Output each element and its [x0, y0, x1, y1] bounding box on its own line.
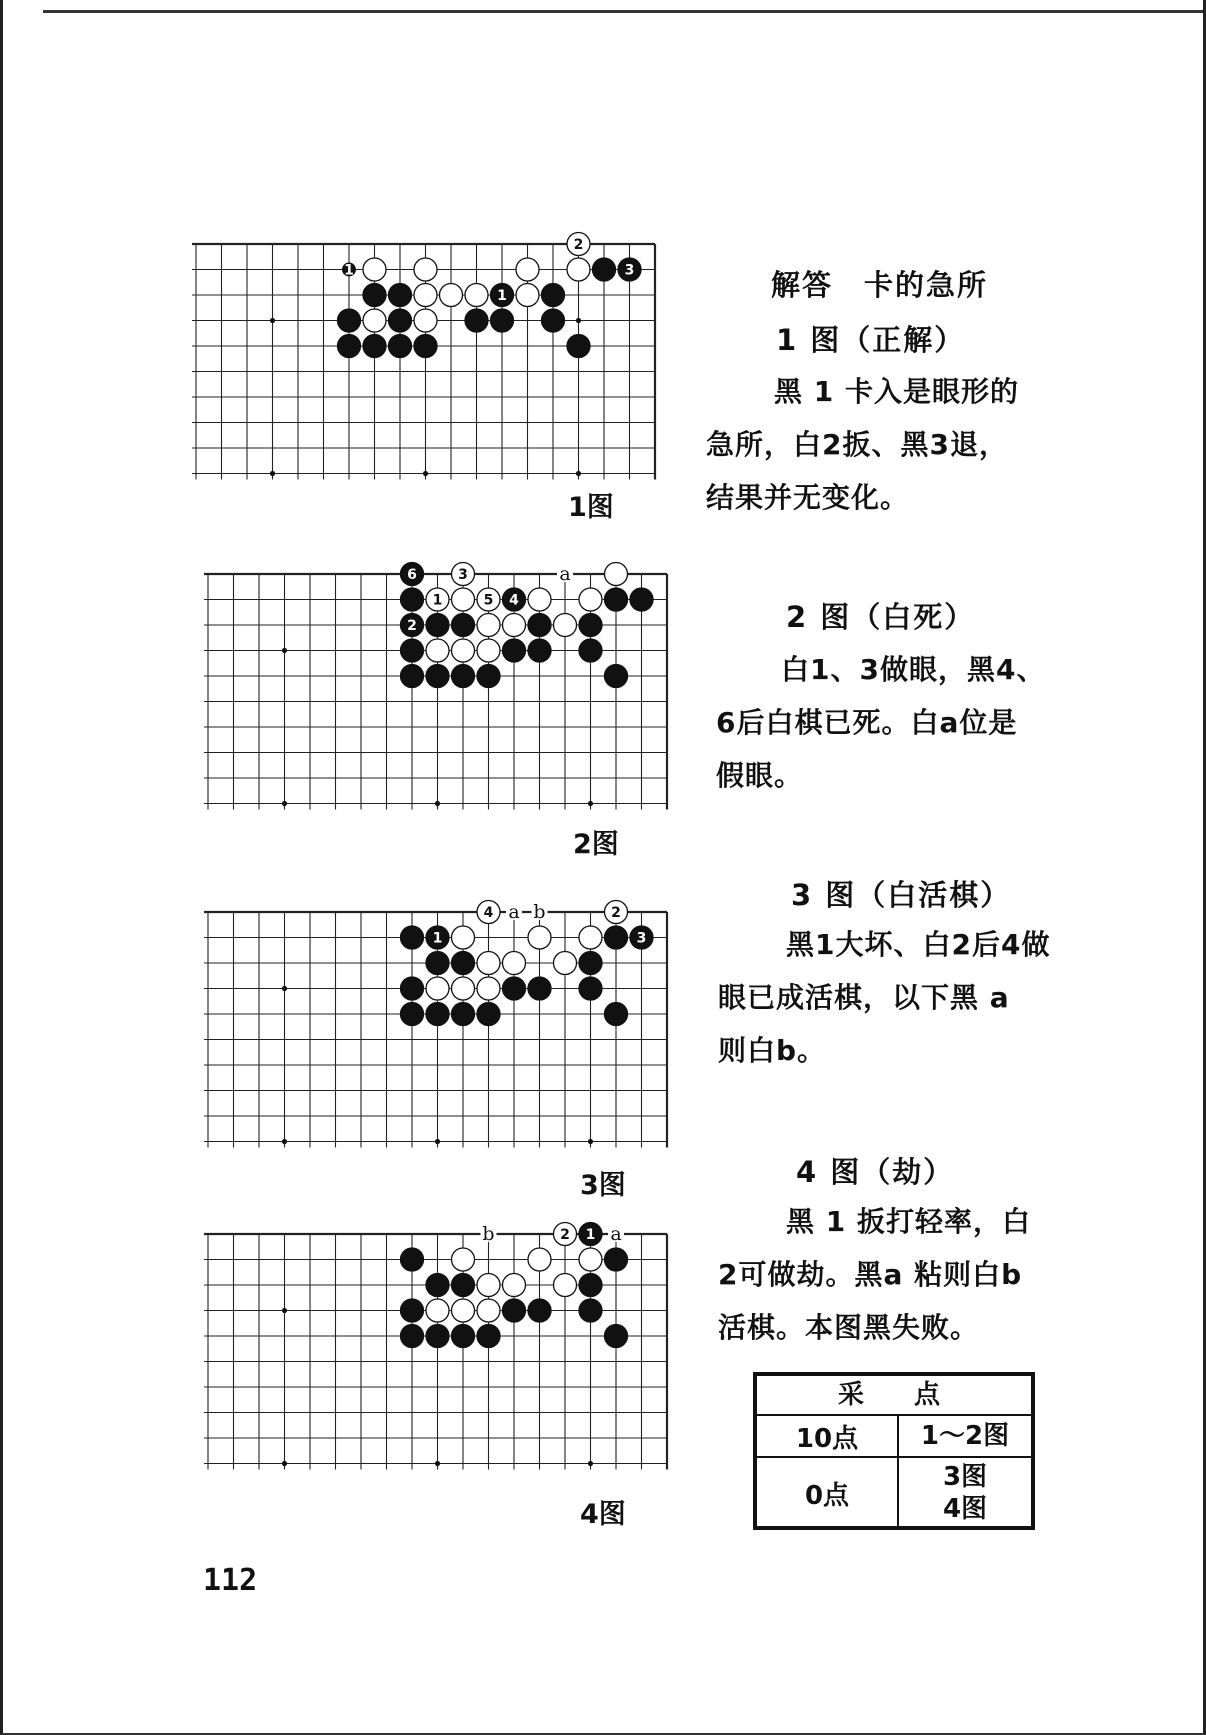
score-table	[753, 1372, 1035, 1530]
black-stone	[426, 614, 449, 637]
point-letter: a	[508, 901, 520, 923]
svg-text:3: 3	[624, 262, 635, 279]
black-stone	[426, 665, 449, 688]
black-stone	[401, 665, 424, 688]
white-stone	[477, 977, 500, 1000]
black-stone	[528, 1299, 551, 1322]
section-3-line-2: 眼已成活棋，以下黑 a	[718, 981, 1010, 1014]
point-letter: a	[559, 563, 571, 585]
score-table-header: 采点	[757, 1376, 1031, 1416]
star-point	[282, 1461, 287, 1466]
black-stone	[338, 309, 361, 332]
point-letter: b	[533, 901, 546, 923]
white-stone	[567, 233, 590, 256]
black-stone	[579, 977, 602, 1000]
black-stone	[401, 588, 424, 611]
score-row-2	[757, 1458, 1031, 1528]
black-stone	[593, 258, 616, 281]
black-stone	[579, 1299, 602, 1322]
section-4-text	[718, 1195, 1031, 1354]
white-stone	[477, 614, 500, 637]
section-3-heading: 3 图（白活棋）	[791, 878, 1012, 912]
black-stone	[452, 614, 475, 637]
black-stone	[426, 952, 449, 975]
svg-text:2: 2	[573, 237, 584, 253]
black-stone	[605, 588, 628, 611]
point-letter: a	[610, 1223, 622, 1245]
black-stone	[477, 1325, 500, 1348]
star-point	[576, 471, 581, 476]
go-diagram-3	[203, 900, 663, 1150]
star-point	[270, 471, 275, 476]
svg-text:4: 4	[509, 592, 519, 609]
white-stone	[414, 258, 437, 281]
go-diagram-4	[203, 1222, 663, 1472]
white-stone	[363, 309, 386, 332]
svg-text:3: 3	[636, 930, 647, 947]
white-stone	[503, 614, 526, 637]
black-stone	[542, 309, 565, 332]
section-2-text	[716, 643, 1045, 802]
white-stone	[477, 1274, 500, 1297]
black-stone	[389, 335, 412, 358]
diagram-4-caption: 4图	[580, 1499, 626, 1530]
score-row-1-figure-1: 1～2图	[920, 1421, 1010, 1451]
black-stone	[389, 309, 412, 332]
white-stone	[452, 588, 475, 611]
svg-text:2: 2	[407, 618, 417, 634]
white-stone	[414, 284, 437, 307]
section-2-heading: 2 图（白死）	[786, 600, 976, 634]
black-stone	[363, 284, 386, 307]
black-stone	[452, 1274, 475, 1297]
section-3-line-3: 则白b。	[718, 1034, 827, 1067]
white-stone	[477, 901, 500, 924]
svg-text:2: 2	[611, 905, 621, 921]
section-4-line-2: 2可做劫。黑a 粘则白b	[718, 1258, 1023, 1291]
section-2-line-3: 假眼。	[716, 759, 804, 792]
svg-text:1: 1	[432, 592, 443, 609]
white-stone	[477, 588, 500, 611]
section-1-heading: 1 图（正解）	[776, 323, 966, 357]
black-stone	[503, 977, 526, 1000]
section-4-line-1: 黑 1 扳打轻率，白	[786, 1205, 1031, 1238]
white-stone	[579, 588, 602, 611]
svg-text:1: 1	[344, 262, 354, 279]
black-stone	[477, 665, 500, 688]
white-stone	[477, 639, 500, 662]
white-stone	[516, 258, 539, 281]
page-number: 112	[203, 1563, 258, 1598]
white-stone	[579, 1248, 602, 1271]
diagram-2-caption: 2图	[573, 829, 619, 860]
score-row-2-figure-1: 3图	[942, 1462, 988, 1492]
score-row-1	[757, 1416, 1031, 1458]
black-stone	[528, 614, 551, 637]
svg-text:1: 1	[585, 1227, 596, 1243]
black-stone	[630, 926, 653, 949]
white-stone	[477, 1299, 500, 1322]
white-stone	[579, 926, 602, 949]
white-stone	[605, 563, 628, 586]
black-stone	[503, 588, 526, 611]
star-point	[270, 318, 275, 323]
svg-text:3: 3	[458, 567, 468, 583]
white-stone	[452, 977, 475, 1000]
white-stone	[567, 258, 590, 281]
black-stone	[343, 263, 356, 279]
black-stone	[579, 1223, 602, 1246]
black-stone	[567, 335, 590, 358]
diagram-1-caption: 1图	[568, 492, 614, 523]
star-point	[282, 1308, 287, 1313]
section-4-heading: 4 图（劫）	[796, 1155, 955, 1189]
section-1-text	[706, 365, 1019, 524]
star-point	[435, 1461, 440, 1466]
black-stone	[363, 335, 386, 358]
white-stone	[452, 1248, 475, 1271]
black-stone	[452, 952, 475, 975]
white-stone	[465, 284, 488, 307]
top-rule	[43, 10, 1203, 13]
black-stone	[605, 665, 628, 688]
score-row-1-points: 10点	[757, 1416, 899, 1456]
white-stone	[452, 563, 475, 586]
go-diagram-1	[191, 232, 651, 482]
white-stone	[503, 952, 526, 975]
black-stone	[465, 309, 488, 332]
white-stone	[452, 1299, 475, 1322]
black-stone	[605, 926, 628, 949]
white-stone	[426, 639, 449, 662]
black-stone	[401, 1003, 424, 1026]
svg-text:6: 6	[407, 567, 417, 583]
black-stone	[401, 1299, 424, 1322]
score-row-2-figure-2: 4图	[942, 1494, 988, 1524]
star-point	[282, 986, 287, 991]
black-stone	[426, 1274, 449, 1297]
white-stone	[363, 258, 386, 281]
black-stone	[452, 665, 475, 688]
white-stone	[605, 901, 628, 924]
svg-text:4: 4	[483, 905, 494, 921]
black-stone	[452, 1003, 475, 1026]
black-stone	[426, 1325, 449, 1348]
white-stone	[426, 1299, 449, 1322]
black-stone	[503, 639, 526, 662]
black-stone	[452, 1325, 475, 1348]
section-1-line-1: 黑 1 卡入是眼形的	[774, 375, 1019, 408]
star-point	[588, 801, 593, 806]
black-stone	[389, 284, 412, 307]
star-point	[423, 471, 428, 476]
star-point	[435, 801, 440, 806]
white-stone	[528, 588, 551, 611]
white-stone	[426, 588, 449, 611]
black-stone	[605, 1248, 628, 1271]
score-row-1-figures	[899, 1416, 1031, 1456]
star-point	[282, 648, 287, 653]
section-1-line-2: 急所，白2扳、黑3退，	[706, 428, 1008, 461]
white-stone	[503, 1274, 526, 1297]
svg-text:5: 5	[483, 592, 494, 609]
star-point	[588, 1461, 593, 1466]
black-stone	[542, 284, 565, 307]
white-stone	[426, 977, 449, 1000]
svg-text:1: 1	[497, 288, 507, 304]
black-stone	[528, 639, 551, 662]
section-3-text	[718, 918, 1050, 1077]
black-stone	[579, 614, 602, 637]
star-point	[588, 1139, 593, 1144]
section-3-line-1: 黑1大坏、白2后4做	[786, 928, 1051, 961]
star-point	[435, 1139, 440, 1144]
black-stone	[401, 977, 424, 1000]
white-stone	[554, 1274, 577, 1297]
white-stone	[528, 926, 551, 949]
white-stone	[528, 1248, 551, 1271]
black-stone	[605, 1003, 628, 1026]
black-stone	[579, 952, 602, 975]
white-stone	[516, 284, 539, 307]
black-stone	[491, 284, 514, 307]
answer-title: 解答 卡的急所	[771, 268, 989, 302]
black-stone	[401, 563, 424, 586]
black-stone	[414, 335, 437, 358]
star-point	[282, 801, 287, 806]
black-stone	[605, 1325, 628, 1348]
section-2-line-1: 白1、3做眼，黑4、	[781, 653, 1046, 686]
svg-text:1: 1	[432, 930, 443, 947]
white-stone	[414, 309, 437, 332]
white-stone	[554, 952, 577, 975]
score-row-2-figures	[899, 1458, 1031, 1528]
black-stone	[401, 1325, 424, 1348]
black-stone	[338, 335, 361, 358]
white-stone	[440, 284, 463, 307]
black-stone	[528, 977, 551, 1000]
black-stone	[401, 614, 424, 637]
point-letter: b	[482, 1223, 495, 1245]
white-stone	[554, 1223, 577, 1246]
black-stone	[426, 926, 449, 949]
score-row-2-points: 0点	[757, 1458, 899, 1528]
white-stone	[554, 614, 577, 637]
go-diagram-2	[203, 562, 663, 812]
white-stone	[452, 926, 475, 949]
white-stone	[477, 952, 500, 975]
white-stone	[452, 639, 475, 662]
black-stone	[618, 258, 641, 281]
black-stone	[491, 309, 514, 332]
section-1-line-3: 结果并无变化。	[706, 481, 910, 514]
star-point	[576, 318, 581, 323]
black-stone	[477, 1003, 500, 1026]
section-2-line-2: 6后白棋已死。白a位是	[716, 706, 1018, 739]
diagram-3-caption: 3图	[580, 1170, 626, 1201]
black-stone	[401, 926, 424, 949]
black-stone	[401, 1248, 424, 1271]
svg-text:2: 2	[560, 1227, 570, 1243]
black-stone	[579, 639, 602, 662]
black-stone	[503, 1299, 526, 1322]
star-point	[282, 1139, 287, 1144]
black-stone	[630, 588, 653, 611]
black-stone	[426, 1003, 449, 1026]
section-4-line-3: 活棋。本图黑失败。	[718, 1311, 980, 1344]
black-stone	[401, 639, 424, 662]
black-stone	[579, 1274, 602, 1297]
